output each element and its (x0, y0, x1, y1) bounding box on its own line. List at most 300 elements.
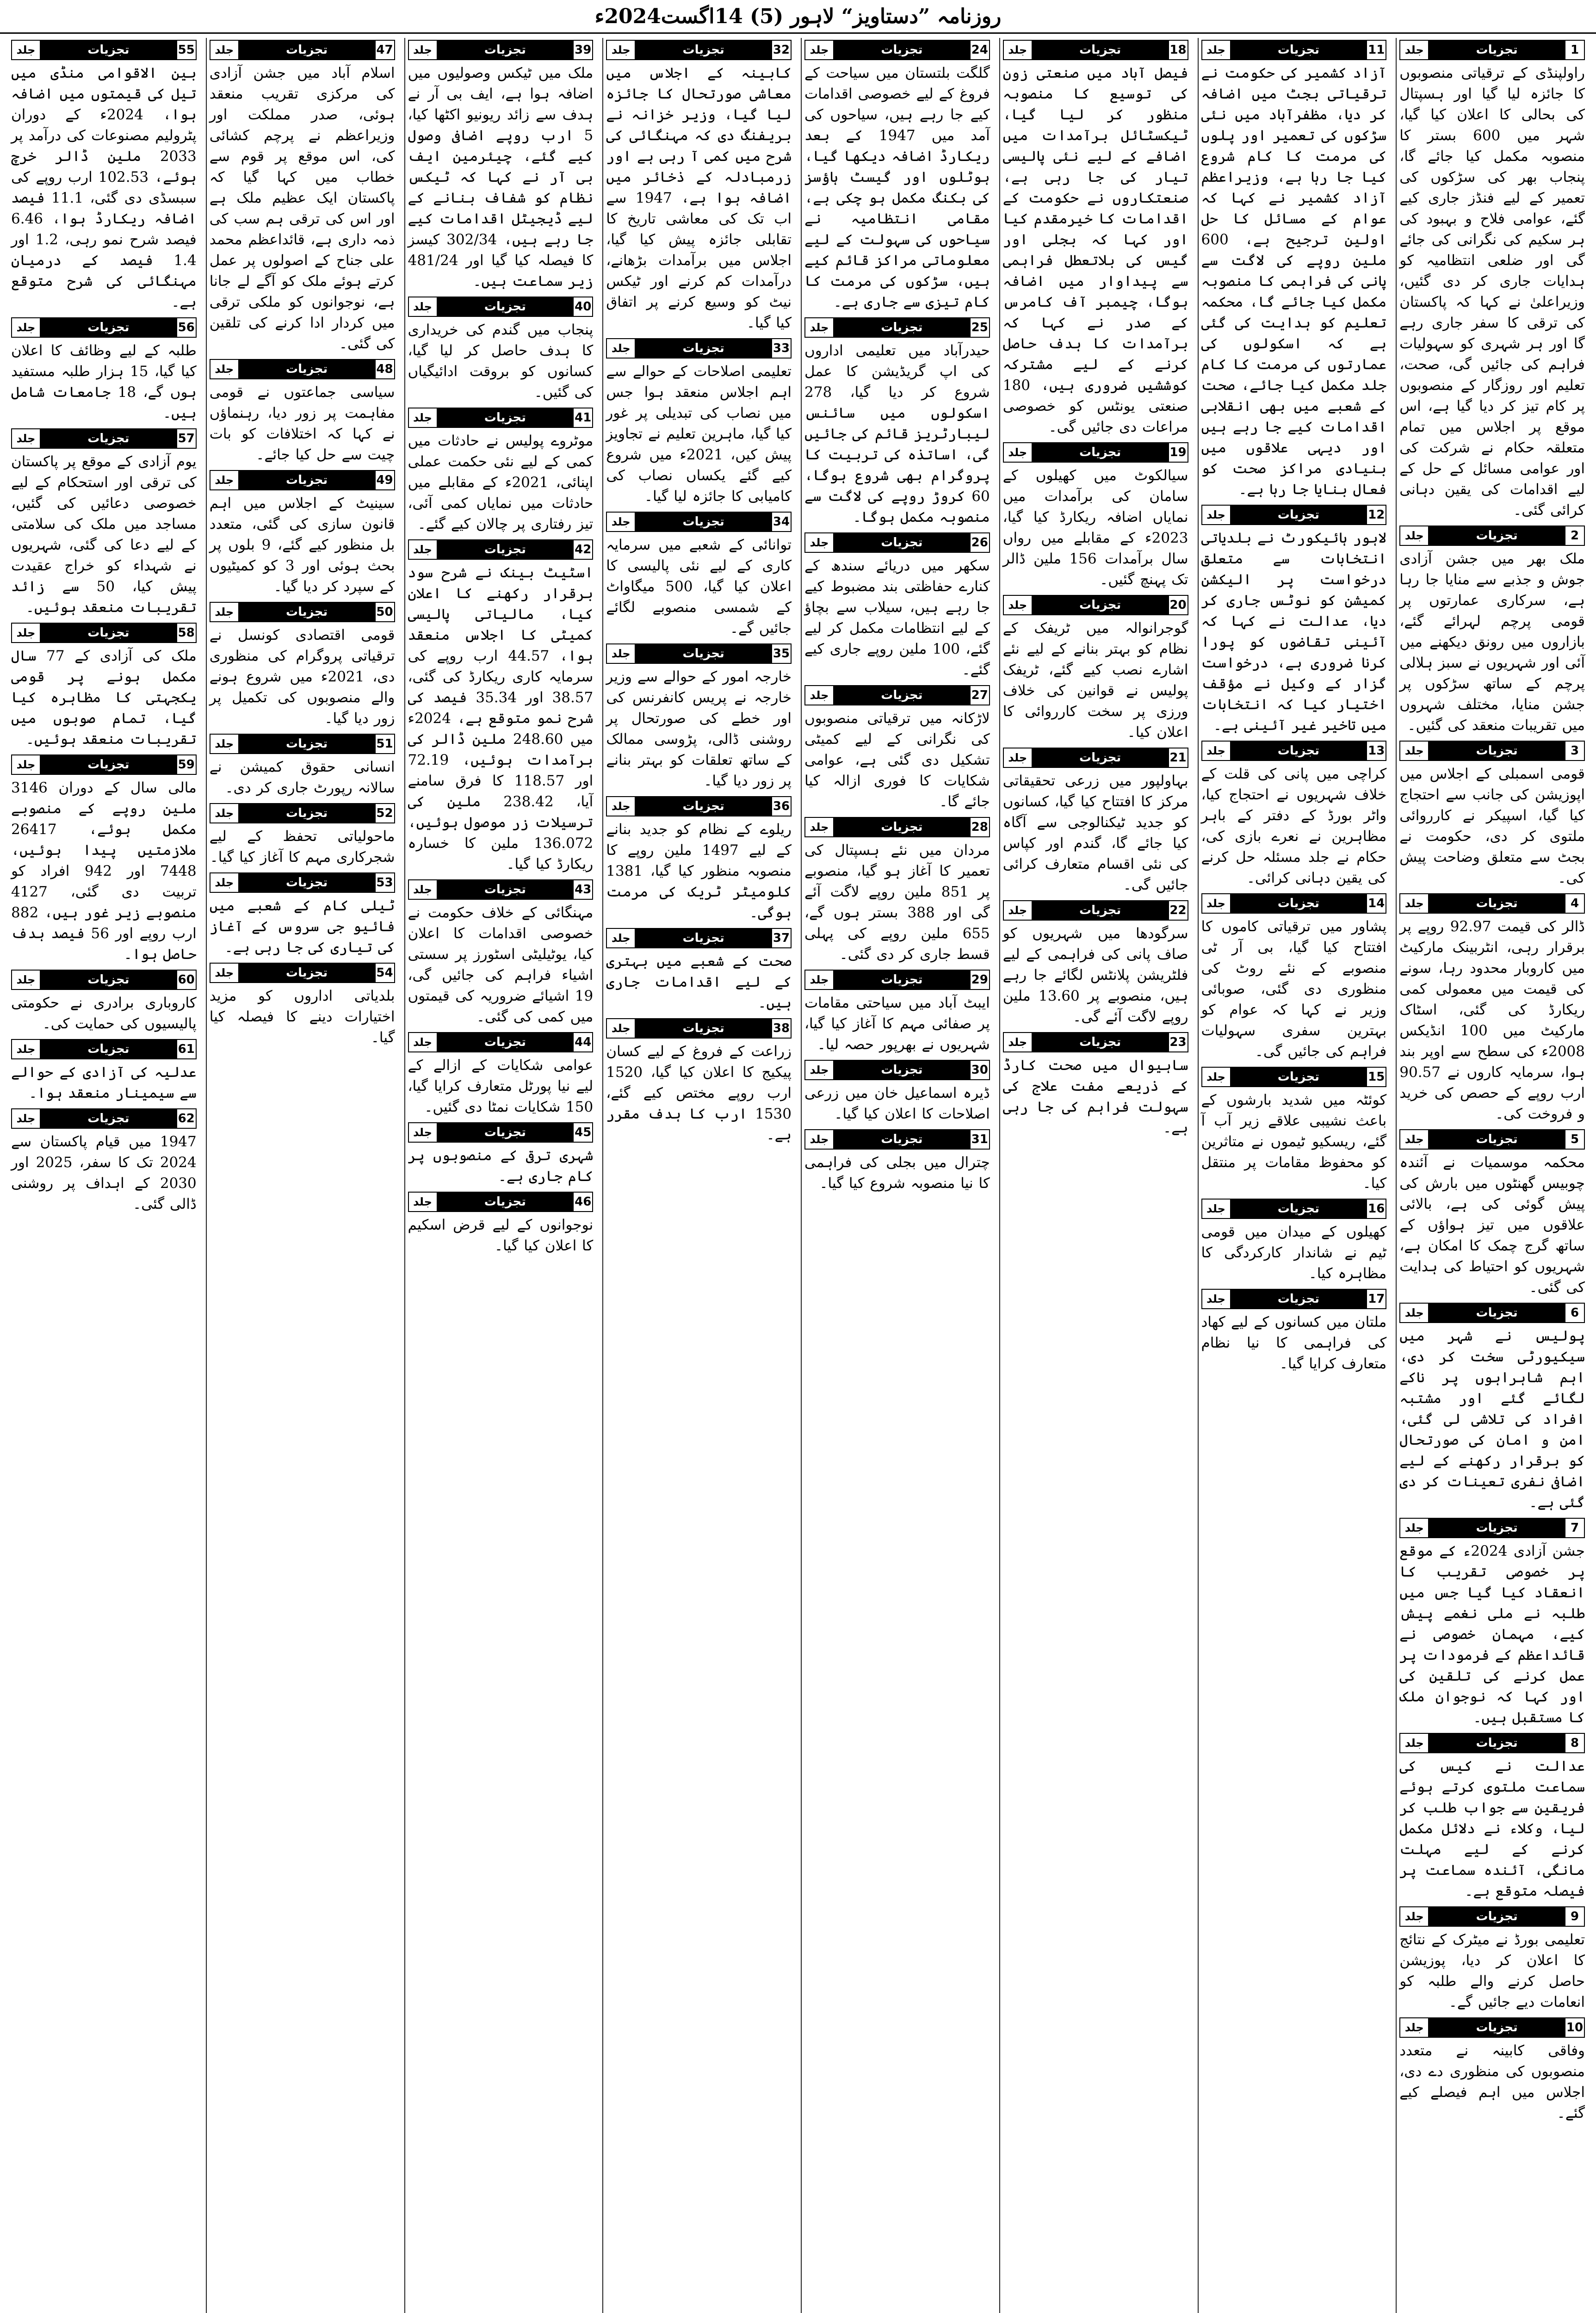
item-number: 8 (1565, 1734, 1584, 1752)
item-number: 15 (1366, 1068, 1386, 1086)
section-title: تجزیات (438, 1123, 573, 1142)
news-item (1003, 1032, 1188, 1138)
item-body-text: گوجرانوالہ میں ٹریفک کے نظام کو بہتر بنانے کے لیے نئے اشارے نصب کیے گئے، ٹریفک پولیس نے قوانین کی خلاف ورزی پر سخت کارروائی کا اعلان کیا۔ (1002, 620, 1188, 741)
item-body-text: مردان میں نئے ہسپتال کی تعمیر کا آغاز ہو گیا، منصوبے پر 851 ملین روپے لاگت آئے گی اور 388 بستر ہوں گے، 655 ملین روپے کی پہلی قسط جاری کر دی گئی۔ (804, 842, 990, 963)
item-body-text: تعلیمی بورڈ نے میٹرک کے نتائج کا اعلان کر دیا، پوزیشن حاصل کرنے والے طلبہ کو انعامات دیے جائیں گے۔ (1399, 1931, 1585, 2010)
item-body-text: ٹیلی کام کے شعبے میں فائیو جی سروس کے آغاز کی تیاری کی جا رہی ہے۔ (209, 897, 395, 956)
section-header (1201, 1199, 1387, 1219)
section-mark: جلد (12, 755, 41, 774)
item-number: 25 (970, 318, 989, 337)
item-body-text: یوم آزادی کے موقع پر پاکستان کی ترقی اور استحکام کے لیے خصوصی دعائیں کی گئیں، مساجد میں ملک کی سلامتی کے لیے دعا کی گئی، شہریوں نے شہداء کو خراج عقیدت پیش کیا، 50 سے زائد تقریبات منعقد ہوئیں۔ (11, 453, 197, 616)
news-item (210, 359, 395, 465)
section-mark: جلد (210, 804, 239, 823)
section-header (1201, 893, 1387, 914)
section-mark: جلد (1202, 1068, 1231, 1086)
news-item (1399, 2017, 1585, 2124)
item-body-text: بلدیاتی اداروں کو مزید اختیارات دینے کا فیصلہ کیا گیا۔ (209, 988, 395, 1046)
section-title: تجزیات (438, 408, 573, 427)
news-column (801, 38, 993, 2313)
news-item (1399, 1733, 1585, 1902)
news-item (408, 40, 594, 292)
item-body-text: چترال میں بجلی کی فراہمی کا نیا منصوبہ شروع کیا گیا۔ (804, 1154, 990, 1192)
section-mark: جلد (1004, 443, 1033, 462)
section-header (408, 1032, 594, 1052)
news-item (1399, 526, 1585, 736)
section-title: تجزیات (1231, 1068, 1367, 1086)
section-mark: جلد (1202, 742, 1231, 760)
section-header (1003, 748, 1188, 768)
item-body-text: جشن آزادی 2024ء کے موقع پر خصوصی تقریب کا انعقاد کیا گیا جس میں طلبہ نے ملی نغمے پیش کیے، مہمان خصوصی نے قائداعظم کے فرمودات پر عمل کرنے کی تلقین کی اور کہا کہ نوجوان ملک کا مستقبل ہیں۔ (1399, 1543, 1585, 1726)
item-number: 35 (771, 644, 791, 663)
section-header (1003, 40, 1188, 60)
news-item (11, 970, 197, 1034)
item-number: 7 (1565, 1519, 1584, 1537)
section-mark: جلد (1004, 1033, 1033, 1051)
section-mark: جلد (409, 408, 438, 427)
section-title: تجزیات (1033, 596, 1168, 614)
section-mark: جلد (805, 971, 834, 989)
section-header (1201, 1067, 1387, 1087)
section-title: تجزیات (41, 41, 176, 59)
section-mark: جلد (409, 1193, 438, 1211)
section-title: تجزیات (636, 1019, 771, 1038)
section-mark: جلد (409, 1033, 438, 1051)
item-body-text: بہاولپور میں زرعی تحقیقاتی مرکز کا افتتاح کیا گیا، کسانوں کو جدید ٹیکنالوجی سے آگاہ کیا جائے گا، گندم اور کپاس کی نئی اقسام متعارف کرائی جائیں گی۔ (1002, 773, 1188, 893)
section-header (804, 1060, 990, 1080)
item-body-text: صحت کے شعبے میں بہتری کے لیے اقدامات جاری ہیں۔ (606, 953, 792, 1011)
item-number: 61 (176, 1040, 196, 1058)
section-mark: جلد (12, 429, 41, 448)
item-number: 44 (573, 1033, 592, 1051)
section-mark: جلد (1202, 1200, 1231, 1218)
news-item (1003, 595, 1188, 743)
item-body-text: آزاد کشمیر کی حکومت نے ترقیاتی بجٹ میں اضافہ کر دیا، مظفرآباد میں نئی سڑکوں کی تعمیر اور پلوں کی مرمت کا کام شروع کیا جا رہا ہے، وزیراعظم آزاد کشمیر نے کہا کہ عوام کے مسائل کا حل اولین ترجیح ہے، 600 ملین روپے کی لاگت سے پانی کی فراہمی کا منصوبہ مکمل کیا جائے گا، محکمہ تعلیم کو ہدایت کی گئی ہے کہ اسکولوں کی عمارتوں کی مرمت کا کام جلد مکمل کیا جائے، صحت کے شعبے میں بھی انقلابی اقدامات کیے جا رہے ہیں اور دیہی علاقوں میں بنیادی مراکز صحت کو فعال بنایا جا رہا ہے۔ (1201, 65, 1387, 498)
item-body-text: مہنگائی کے خلاف حکومت نے خصوصی اقدامات کا اعلان کیا، یوٹیلیٹی اسٹورز پر سستی اشیاء فراہم کی جائیں گی، 19 اشیائے ضروریہ کی قیمتوں میں کمی کی گئی۔ (408, 904, 594, 1025)
item-number: 36 (771, 797, 791, 816)
section-title: تجزیات (41, 318, 176, 337)
item-number: 26 (970, 533, 989, 552)
item-body-text: قومی اسمبلی کے اجلاس میں اپوزیشن کی جانب سے احتجاج کیا گیا، اسپیکر نے کارروائی ملتوی کر دی، حکومت نے بجٹ سے متعلق وضاحت پیش کی۔ (1399, 766, 1585, 886)
section-title: تجزیات (239, 360, 375, 378)
section-header (11, 970, 197, 990)
section-mark: جلد (607, 339, 636, 358)
section-header (606, 338, 792, 359)
section-title: تجزیات (1429, 1734, 1565, 1752)
item-body-text: ملک میں ٹیکس وصولیوں میں اضافہ ہوا ہے، ایف بی آر نے ہدف سے زائد ریونیو اکٹھا کیا، 5 ارب روپے اضافی وصول کیے گئے، چیئرمین ایف بی آر نے کہا کہ ٹیکس نظام کو شفاف بنانے کے لیے ڈیجیٹل اقدامات کیے جا رہے ہیں، 302/34 کیسز کا فیصلہ کیا گیا اور 481/24 زیر سماعت ہیں۔ (408, 65, 594, 290)
section-mark: جلد (607, 513, 636, 531)
section-title: تجزیات (834, 818, 970, 836)
section-mark: جلد (1400, 1734, 1429, 1752)
news-item (804, 1060, 990, 1125)
section-mark: جلد (607, 929, 636, 947)
item-number: 59 (176, 755, 196, 774)
section-title: تجزیات (636, 513, 771, 531)
news-item (606, 796, 792, 923)
section-mark: جلد (1004, 901, 1033, 920)
section-mark: جلد (210, 735, 239, 753)
item-body-text: موٹروے پولیس نے حادثات میں کمی کے لیے نئی حکمت عملی اپنائی، 2021ء کے مقابلے میں حادثات میں نمایاں کمی آئی، تیز رفتاری پر چالان کیے گئے۔ (408, 433, 594, 532)
item-number: 52 (375, 804, 394, 823)
section-mark: جلد (805, 818, 834, 836)
item-body-text: اسلام آباد میں جشن آزادی کی مرکزی تقریب منعقد ہوئی، صدر مملکت اور وزیراعظم نے پرچم کشائی کی، اس موقع پر قوم سے خطاب میں کہا گیا کہ پاکستان ایک عظیم ملک ہے اور اس کی ترقی ہم سب کی ذمہ داری ہے، قائداعظم محمد علی جناح کے اصولوں پر عمل کرتے ہوئے ملک کو آگے لے جانا ہے، نوجوانوں کو ملکی ترقی میں کردار ادا کرنے کی تلقین کی گئی۔ (209, 65, 395, 352)
item-number: 51 (375, 735, 394, 753)
news-column (206, 38, 398, 2313)
section-mark: جلد (805, 686, 834, 705)
news-item (804, 532, 990, 680)
section-mark: جلد (1400, 41, 1429, 59)
section-title: تجزیات (239, 735, 375, 753)
news-item (1399, 893, 1585, 1125)
section-mark: جلد (12, 318, 41, 337)
section-title: تجزیات (239, 41, 375, 59)
section-title: تجزیات (41, 971, 176, 989)
news-item (1003, 748, 1188, 896)
item-number: 32 (771, 41, 791, 59)
section-title: تجزیات (834, 318, 970, 337)
section-mark: جلد (12, 624, 41, 642)
news-item (408, 1122, 594, 1187)
section-header (1201, 505, 1387, 525)
news-item (11, 1039, 197, 1104)
item-body-text: شہری ترقی کے منصوبوں پر کام جاری ہے۔ (408, 1147, 594, 1185)
item-number: 21 (1168, 748, 1188, 767)
section-title: تجزیات (834, 971, 970, 989)
section-header (804, 685, 990, 705)
section-header (1399, 1303, 1585, 1323)
section-header (210, 359, 395, 379)
section-mark: جلد (1202, 41, 1231, 59)
item-body-text: بین الاقوامی منڈی میں تیل کی قیمتوں میں اضافہ ہوا، 2024ء کے دوران پٹرولیم مصنوعات کی درآمد پر 2033 ملین ڈالر خرچ ہوئے، 102.53 ارب روپے کی سبسڈی دی گئی، 11.1 فیصد اضافہ ریکارڈ ہوا، 6.46 فیصد شرح نمو رہی، 1.2 اور 1.4 فیصد کے درمیان مہنگائی کی شرح متوقع ہے۔ (11, 65, 197, 310)
section-title: تجزیات (1231, 41, 1367, 59)
news-item (606, 40, 792, 334)
section-mark: جلد (409, 297, 438, 316)
section-header (1399, 40, 1585, 60)
section-title: تجزیات (834, 533, 970, 552)
section-title: تجزیات (438, 297, 573, 316)
news-item (1201, 1199, 1387, 1284)
section-mark: جلد (12, 41, 41, 59)
item-number: 31 (970, 1130, 989, 1149)
item-body-text: ساہیوال میں صحت کارڈ کے ذریعے مفت علاج کی سہولت فراہم کی جا رہی ہے۔ (1002, 1057, 1188, 1136)
item-number: 20 (1168, 596, 1188, 614)
section-header (210, 734, 395, 754)
section-header (210, 963, 395, 983)
section-header (1399, 741, 1585, 761)
section-mark: جلد (1400, 2018, 1429, 2037)
section-header (210, 803, 395, 823)
item-body-text: ڈیرہ اسماعیل خان میں زرعی اصلاحات کا اعلان کیا گیا۔ (804, 1085, 990, 1122)
item-number: 17 (1366, 1290, 1386, 1308)
section-header (1399, 893, 1585, 914)
section-title: تجزیات (1429, 742, 1565, 760)
item-body-text: ملتان میں کسانوں کے لیے کھاد کی فراہمی کا نیا نظام متعارف کرایا گیا۔ (1201, 1314, 1387, 1372)
news-item (1003, 900, 1188, 1027)
item-number: 47 (375, 41, 394, 59)
item-number: 56 (176, 318, 196, 337)
news-item (11, 755, 197, 965)
section-mark: جلد (409, 880, 438, 899)
item-body-text: پنجاب میں گندم کی خریداری کا ہدف حاصل کر لیا گیا، کسانوں کو بروقت ادائیگیاں کی گئیں۔ (408, 322, 594, 401)
news-column (602, 38, 794, 2313)
section-mark: جلد (1400, 1304, 1429, 1322)
section-header (1003, 1032, 1188, 1052)
section-title: تجزیات (1429, 1519, 1565, 1537)
news-column (1198, 38, 1390, 2313)
section-mark: جلد (1400, 526, 1429, 545)
news-item (210, 470, 395, 597)
section-mark: جلد (210, 360, 239, 378)
section-title: تجزیات (1429, 41, 1565, 59)
section-title: تجزیات (1033, 1033, 1168, 1051)
item-number: 11 (1366, 41, 1386, 59)
section-mark: جلد (607, 41, 636, 59)
section-title: تجزیات (1429, 894, 1565, 913)
news-item (1399, 1129, 1585, 1298)
section-mark: جلد (607, 797, 636, 816)
news-item (804, 317, 990, 528)
item-body-text: عوامی شکایات کے ازالے کے لیے نیا پورٹل متعارف کرایا گیا، 150 شکایات نمٹا دی گئیں۔ (408, 1057, 594, 1115)
news-item (1399, 741, 1585, 889)
item-number: 27 (970, 686, 989, 705)
item-body-text: ملک بھر میں جشن آزادی جوش و جذبے سے منایا جا رہا ہے، سرکاری عمارتوں پر قومی پرچم لہرائے گئے، بازاروں میں رونق دیکھنے میں آئی اور شہریوں نے سبز ہلالی پرچم کے ساتھ سڑکوں پر جشن منایا، مختلف شہروں میں تقریبات منعقد کی گئیں۔ (1399, 550, 1585, 734)
section-header (1399, 1129, 1585, 1150)
news-item (804, 1129, 990, 1194)
section-mark: جلد (607, 1019, 636, 1038)
item-number: 62 (176, 1109, 196, 1128)
section-mark: جلد (409, 1123, 438, 1142)
masthead (0, 0, 1596, 34)
section-mark: جلد (12, 971, 41, 989)
section-header (11, 1039, 197, 1059)
item-body-text: خارجہ امور کے حوالے سے وزیر خارجہ نے پریس کانفرنس کی اور خطے کی صورتحال پر روشنی ڈالی، پڑوسی ممالک کے ساتھ تعلقات کو بہتر بنانے پر زور دیا گیا۔ (606, 668, 792, 789)
section-title: تجزیات (1231, 1200, 1367, 1218)
section-header (1399, 2017, 1585, 2038)
section-header (408, 408, 594, 428)
news-item (1399, 1518, 1585, 1728)
masthead-line: روزنامہ ”دستاویز“ لاہور (5) 14اگست2024ء (594, 4, 1002, 28)
section-header (804, 317, 990, 338)
item-body-text: محکمہ موسمیات نے آئندہ چوبیس گھنٹوں میں بارش کی پیش گوئی کی ہے، بالائی علاقوں میں تیز ہواؤں کے ساتھ گرج چمک کا امکان ہے، شہریوں کو احتیاط کی ہدایت کی گئی۔ (1399, 1154, 1585, 1296)
item-number: 29 (970, 971, 989, 989)
section-header (1399, 1906, 1585, 1927)
item-body-text: 1947 میں قیام پاکستان سے 2024 تک کا سفر، 2025 اور 2030 کے اہداف پر روشنی ڈالی گئی۔ (11, 1133, 197, 1212)
news-item (804, 970, 990, 1055)
item-number: 41 (573, 408, 592, 427)
item-body-text: حیدرآباد میں تعلیمی اداروں کی اپ گریڈیشن کا عمل شروع کر دیا گیا، 278 اسکولوں میں سائنس لیبارٹریز قائم کی جائیں گی، اساتذہ کی تربیت کا پروگرام بھی شروع ہوگا، 60 کروڑ روپے کی لاگت سے منصوبہ مکمل ہوگا۔ (804, 342, 990, 526)
section-title: تجزیات (1033, 41, 1168, 59)
item-body-text: پولیس نے شہر میں سیکیورٹی سخت کر دی، اہم شاہراہوں پر ناکے لگائے گئے اور مشتبہ افراد کی تلاشی لی گئی، امن و امان کی صورتحال کو برقرار رکھنے کے لیے اضافی نفری تعینات کر دی گئی ہے۔ (1399, 1328, 1585, 1511)
item-body-text: ریلوے کے نظام کو جدید بنانے کے لیے 1497 ملین روپے کا منصوبہ منظور کیا گیا، 1381 کلومیٹر ٹریک کی مرمت ہوگی۔ (606, 821, 792, 921)
item-body-text: قومی اقتصادی کونسل نے ترقیاتی پروگرام کی منظوری دی، 2021ء میں شروع ہونے والے منصوبوں کی تکمیل پر زور دیا گیا۔ (209, 627, 395, 727)
item-number: 19 (1168, 443, 1188, 462)
section-title: تجزیات (41, 1109, 176, 1128)
item-number: 1 (1565, 41, 1584, 59)
section-mark: جلد (210, 41, 239, 59)
item-body-text: ماحولیاتی تحفظ کے لیے شجرکاری مہم کا آغاز کیا گیا۔ (209, 828, 395, 866)
news-item (408, 408, 594, 535)
section-header (804, 817, 990, 837)
item-number: 13 (1366, 742, 1386, 760)
section-mark: جلد (210, 964, 239, 982)
section-title: تجزیات (1033, 901, 1168, 920)
item-body-text: طلبہ کے لیے وظائف کا اعلان کیا گیا، 15 ہزار طلبہ مستفید ہوں گے، 18 جامعات شامل ہیں۔ (11, 342, 197, 421)
item-number: 34 (771, 513, 791, 531)
section-mark: جلد (805, 1130, 834, 1149)
item-number: 30 (970, 1061, 989, 1079)
item-body-text: عدالت نے کیس کی سماعت ملتوی کرتے ہوئے فریقین سے جواب طلب کر لیا، وکلاء نے دلائل مکمل کرنے کے لیے مہلت مانگی، آئندہ سماعت پر فیصلہ متوقع ہے۔ (1399, 1758, 1585, 1899)
item-body-text: لاڑکانہ میں ترقیاتی منصوبوں کی نگرانی کے لیے کمیٹی تشکیل دی گئی ہے، عوامی شکایات کا فوری ازالہ کیا جائے گا۔ (804, 710, 990, 810)
news-item (11, 623, 197, 750)
section-title: تجزیات (41, 429, 176, 448)
item-number: 55 (176, 41, 196, 59)
section-title: تجزیات (834, 1061, 970, 1079)
item-body-text: کاروباری برادری نے حکومتی پالیسیوں کی حمایت کی۔ (11, 995, 197, 1032)
section-header (1201, 1289, 1387, 1309)
section-title: تجزیات (239, 804, 375, 823)
news-item (606, 1018, 792, 1145)
section-title: تجزیات (636, 339, 771, 358)
section-header (606, 643, 792, 664)
section-header (11, 755, 197, 775)
section-title: تجزیات (41, 1040, 176, 1058)
section-title: تجزیات (41, 624, 176, 642)
item-number: 58 (176, 624, 196, 642)
section-header (1399, 1733, 1585, 1753)
section-title: تجزیات (1231, 894, 1367, 913)
section-title: تجزیات (438, 41, 573, 59)
item-number: 5 (1565, 1130, 1584, 1149)
item-number: 12 (1366, 506, 1386, 524)
item-number: 2 (1565, 526, 1584, 545)
item-number: 9 (1565, 1907, 1584, 1926)
news-item (1201, 893, 1387, 1062)
item-number: 3 (1565, 742, 1584, 760)
section-mark: جلد (805, 1061, 834, 1079)
item-number: 6 (1565, 1304, 1584, 1322)
section-header (606, 796, 792, 816)
section-mark: جلد (1400, 1130, 1429, 1149)
section-title: تجزیات (239, 964, 375, 982)
item-body-text: تعلیمی اصلاحات کے حوالے سے اہم اجلاس منعقد ہوا جس میں نصاب کی تبدیلی پر غور کیا گیا، ماہرین تعلیم نے تجاویز پیش کیں، 2021ء میں شروع کیے گئے یکساں نصاب کی کامیابی کا جائزہ لیا گیا۔ (606, 363, 792, 505)
section-header (11, 40, 197, 60)
section-header (1399, 1518, 1585, 1538)
section-title: تجزیات (239, 873, 375, 892)
section-header (606, 40, 792, 60)
section-title: تجزیات (438, 540, 573, 559)
news-item (408, 1192, 594, 1256)
section-title: تجزیات (636, 797, 771, 816)
section-title: تجزیات (438, 1193, 573, 1211)
section-mark: جلد (210, 603, 239, 621)
item-number: 57 (176, 429, 196, 448)
item-number: 23 (1168, 1033, 1188, 1051)
item-body-text: سکھر میں دریائے سندھ کے کنارے حفاظتی بند مضبوط کیے جا رہے ہیں، سیلاب سے بچاؤ کے لیے انتظامات مکمل کر لیے گئے، 100 ملین روپے جاری کیے گئے۔ (804, 557, 990, 678)
item-body-text: پشاور میں ترقیاتی کاموں کا افتتاح کیا گیا، بی آر ٹی منصوبے کے نئے روٹ کی منظوری دی گئی، صوبائی وزیر نے کہا کہ عوام کو بہترین سفری سہولیات فراہم کی جائیں گی۔ (1201, 918, 1387, 1060)
item-body-text: وفاقی کابینہ نے متعدد منصوبوں کی منظوری دے دی، اجلاس میں اہم فیصلے کیے گئے۔ (1399, 2042, 1585, 2121)
news-item (210, 872, 395, 958)
section-header (11, 1108, 197, 1129)
section-mark: جلد (805, 533, 834, 552)
item-body-text: سیاسی جماعتوں نے قومی مفاہمت پر زور دیا، رہنماؤں نے کہا کہ اختلافات کو بات چیت سے حل کیا جائے۔ (209, 384, 395, 463)
item-number: 46 (573, 1193, 592, 1211)
section-title: تجزیات (239, 603, 375, 621)
news-item (11, 40, 197, 313)
item-body-text: ملک کی آزادی کے 77 سال مکمل ہونے پر قومی یکجہتی کا مظاہرہ کیا گیا، تمام صوبوں میں تقریبات منعقد ہوئیں۔ (11, 648, 197, 748)
news-item (606, 643, 792, 792)
section-mark: جلد (12, 1040, 41, 1058)
section-title: تجزیات (834, 686, 970, 705)
item-number: 40 (573, 297, 592, 316)
section-title: تجزیات (41, 755, 176, 774)
section-header (408, 1192, 594, 1212)
news-item (804, 40, 990, 313)
news-item (210, 963, 395, 1048)
item-number: 42 (573, 540, 592, 559)
item-body-text: توانائی کے شعبے میں سرمایہ کاری کے لیے نئی پالیسی کا اعلان کیا گیا، 500 میگاواٹ کے شمسی منصوبے لگائے جائیں گے۔ (606, 537, 792, 637)
news-item (1201, 40, 1387, 500)
news-item (408, 539, 594, 875)
section-title: تجزیات (1429, 1304, 1565, 1322)
news-item (606, 338, 792, 507)
news-item (804, 685, 990, 812)
section-header (11, 623, 197, 643)
section-header (804, 970, 990, 990)
news-column (404, 38, 596, 2313)
item-number: 45 (573, 1123, 592, 1142)
item-number: 38 (771, 1019, 791, 1038)
item-number: 50 (375, 603, 394, 621)
section-header (210, 40, 395, 60)
news-column (999, 38, 1191, 2313)
news-item (1399, 1303, 1585, 1513)
item-body-text: گلگت بلتستان میں سیاحت کے فروغ کے لیے خصوصی اقدامات کیے جا رہے ہیں، سیاحوں کی آمد میں 1947 کے بعد ریکارڈ اضافہ دیکھا گیا، ہوٹلوں اور گیسٹ ہاؤسز کی بکنگ مکمل ہو چکی ہے، مقامی انتظامیہ نے سیاحوں کی سہولت کے لیے معلوماتی مراکز قائم کیے ہیں، سڑکوں کی مرمت کا کام تیزی سے جاری ہے۔ (804, 65, 990, 310)
item-number: 60 (176, 971, 196, 989)
item-number: 49 (375, 471, 394, 489)
news-item (1201, 741, 1387, 889)
item-number: 22 (1168, 901, 1188, 920)
news-item (408, 1032, 594, 1118)
item-number: 43 (573, 880, 592, 899)
news-item (408, 879, 594, 1027)
section-title: تجزیات (1231, 742, 1367, 760)
item-number: 54 (375, 964, 394, 982)
section-mark: جلد (1400, 742, 1429, 760)
section-header (11, 317, 197, 338)
news-item (210, 734, 395, 798)
section-header (606, 1018, 792, 1039)
item-body-text: نوجوانوں کے لیے قرض اسکیم کا اعلان کیا گیا۔ (408, 1217, 594, 1254)
section-mark: جلد (805, 41, 834, 59)
section-mark: جلد (1400, 1519, 1429, 1537)
news-column (8, 38, 199, 2313)
news-item (11, 428, 197, 618)
news-item (1399, 40, 1585, 521)
section-title: تجزیات (636, 41, 771, 59)
section-mark: جلد (210, 471, 239, 489)
news-item (1201, 1067, 1387, 1194)
section-header (1201, 40, 1387, 60)
section-title: تجزیات (1231, 506, 1367, 524)
section-header (408, 40, 594, 60)
item-number: 18 (1168, 41, 1188, 59)
news-item (11, 317, 197, 424)
section-title: تجزیات (636, 644, 771, 663)
item-body-text: اسٹیٹ بینک نے شرح سود برقرار رکھنے کا اعلان کیا، مالیاتی پالیسی کمیٹی کا اجلاس منعقد ہوا، 44.57 ارب روپے کی سرمایہ کاری ریکارڈ کی گئی، 38.57 اور 35.34 فیصد کی شرح نمو متوقع ہے، 2024ء میں 248.60 ملین ڈالر کی برآمدات ہوئیں، 72.19 اور 118.57 کا فرق سامنے آیا، 238.42 ملین کی ترسیلات زر موصول ہوئیں، 136.072 ملین کا خسارہ ریکارڈ کیا گیا۔ (408, 564, 594, 872)
item-body-text: سینیٹ کے اجلاس میں اہم قانون سازی کی گئی، متعدد بل منظور کیے گئے، 9 بلوں پر بحث ہوئی اور 3 کو کمیٹیوں کے سپرد کر دیا گیا۔ (209, 495, 395, 595)
section-mark: جلد (1004, 748, 1033, 767)
section-header (408, 1122, 594, 1143)
section-title: تجزیات (636, 929, 771, 947)
